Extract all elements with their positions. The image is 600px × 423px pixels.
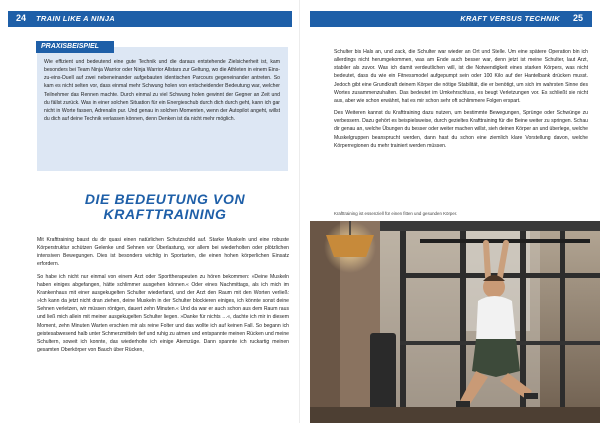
running-head-right: KRAFT VERSUS TECHNIK — [460, 14, 560, 23]
page-header-left — [8, 11, 292, 27]
page-header-right — [310, 11, 592, 27]
page-number-right: 25 — [572, 13, 583, 23]
body-paragraph: Schulter bis Hals an, und zack, die Schulter war wieder an Ort und Stelle. Um eine spätere Operation bin ich allerdings nicht herumgekommen, was am Ende auch besser war, denn jetzt ist meine Schulter, laut Arzt, stabiler als zuvor. Was ich damit verdeutlichen will, ist die Notwendigkeit eines starken Körpers, was nicht bedeutet, dass du wie ein Fitnessmodel aufgepumpt sein oder 100 Kilo auf der Hantelbank drücken musst. Jedoch gibt eine Grundkraft deinem Körper die nötige Stabilität, die er benötigt, um sich im wahrsten Sinne des Wortes zusammenzuhalten. Das bedeutet im Umkehrschluss, es beugt Verletzungen vor. Es schließt sie nicht aus, aber wie schon erwähnt, hat es mir schon sehr oft schlimmere Folgen erspart. — [334, 49, 588, 104]
praxis-box-title: PRAXISBEISPIEL — [36, 41, 114, 53]
right-body-text — [334, 48, 588, 154]
running-head-left: TRAIN LIKE A NINJA — [36, 14, 116, 23]
right-page — [300, 0, 600, 423]
body-paragraph: So habe ich nicht nur einmal von einem Arzt oder Sporttherapeuten zu hören bekommen: »Deine Muskeln haben einiges abgefangen, hätte schlimmer ausgehen können.« Oder eines Nachmittags, als ich mich im Krankenhaus mit einer ausgekugelten Schulter wiederfand, und der Arzt den Raum mit den Worten verließ: »Ich kann da jetzt nicht dran ziehen, deine Muskeln in der Schulter blockieren einiges, ich könnte sonst deine Sehnen verletzen, wir müssen röntgen, dauert zehn Minuten.« Und da war er auch schon aus dem Raum raus und ließ mich allein mit meiner ausgekugelten Schulter liegen. »Danke für nichts …«, dachte ich mir in diesem Moment, zehn Minuten Warten erschien mir als reine Folter und das wollte ich auf keinen Fall. So begann ich geistesabwesend halb unter Schmerzmitteln tief und ruhig zu atmen und entspannte meinen Rücken und meine Schultern, soweit ich konnte, das wiederholte ich einige Atemzüge. Dann spannte ich ruckartig meinen gesamten Oberkörper von Bauch über Rücken, — [37, 273, 289, 354]
left-body-text — [37, 236, 289, 358]
page-number-left: 24 — [16, 13, 27, 23]
praxis-box-text: Wie effizient und bedeutend eine gute Technik und die daraus entstehende Zielsicherheit ist, kam besonders bei Team Ninja Warrior oder Ninja Warrior Allstars zur Geltung, wo die Athleten in einem Eins-zu-eins-Duell auf zwei nebeneinander aufgebauten identischen Parcours gegeneinander antreten. So kam es nicht selten vor, dass einmal mehr Schwung holen von entscheidender Bedeutung war, welcher Teilnehmer das Rennen machte. Durch einmal zu viel Schwung holen gewinnt der Gegner an Zeit und du fällst zurück. Was in einer solchen Situation für ein Energieschub durch dich durch geht, kann ich gar nicht in Worte fassen, Adrenalin pur. Und genau in solchen Momenten, wenn der Autopilot angeht, willst du dich auf deine Technik verlassen können, denn Denken ist da nicht mehr möglich. — [44, 59, 280, 123]
body-paragraph: Mit Krafttraining baust du dir quasi einen natürlichen Schutzschild auf. Starke Muskeln und eine robuste Körperstruktur schützen Gelenke und Sehnen vor Überlastung, vor allem bei wiederholten oder plötzlichen intensiven Bewegungen. Dies ist besonders wichtig in Sportarten, die einen hohen körperlichen Einsatz erfordern. — [37, 237, 289, 268]
photo-caption: Krafttraining ist essenziell für einen fitten und gesunden Körper. — [334, 211, 458, 216]
section-heading: DIE BEDEUTUNG VON KRAFTTRAINING — [84, 191, 246, 222]
body-paragraph: Des Weiteren kannst du Krafttraining dazu nutzen, um bestimmte Bewegungen, Sprünge oder Schwünge zu verbessern. Dazu gehört es beispielsweise, durch gezieltes Krafttraining für die Beine weiter zu springen. Schau dir genau an, welche Übungen du besser oder weiter machen willst, sieh deinen Körper an und überlege, welche Muskelgruppen beansprucht werden, dann hast du schon eine ziemlich klare Vorstellung davon, welche Körperregionen du mehr trainiert werden müssen. — [334, 110, 588, 149]
photo-athlete-hanging-bar — [310, 221, 600, 423]
